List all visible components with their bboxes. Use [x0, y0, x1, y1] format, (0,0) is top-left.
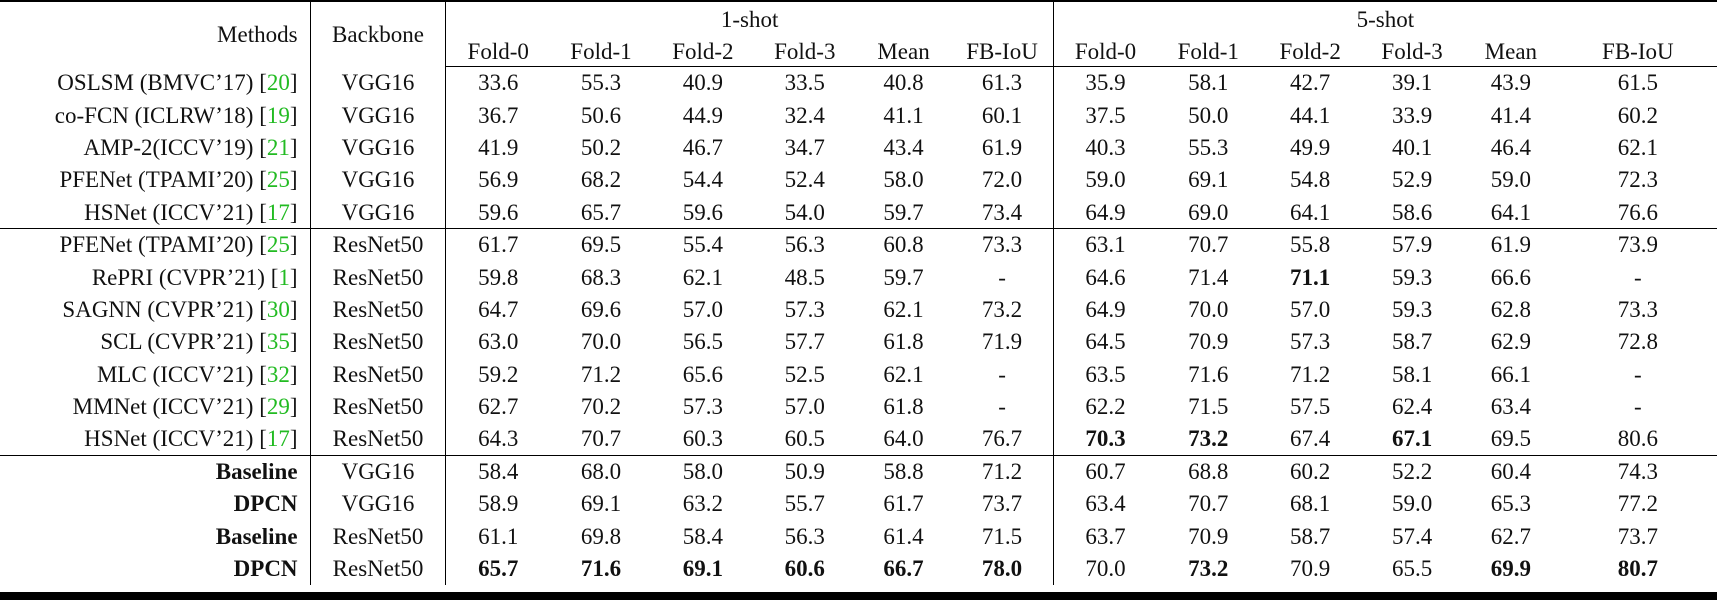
value-cell: 61.8 [883, 394, 924, 420]
value-cell: 57.5 [1290, 394, 1331, 420]
citation-ref: 20 [266, 70, 290, 96]
subcol-header: Mean [856, 36, 952, 67]
value-cell: 65.5 [1391, 556, 1433, 582]
value-cell: 72.0 [981, 167, 1023, 193]
value-cell: 48.5 [784, 264, 825, 290]
value-cell: 62.1 [1617, 134, 1658, 160]
value-cell: 67.4 [1290, 426, 1331, 452]
value-cell: 60.1 [981, 102, 1023, 128]
value-cell: 40.3 [1053, 131, 1157, 163]
subcol-header: Fold-2 [652, 36, 754, 67]
method-name: MMNet (ICCV’21) [ [72, 394, 267, 420]
value-cell: 71.5 [981, 523, 1023, 549]
value-cell: 68.2 [580, 167, 622, 193]
value-cell: 70.7 [1188, 491, 1229, 517]
method-name: HSNet (ICCV’21) [ [84, 199, 267, 225]
backbone-cell: VGG16 [310, 99, 446, 131]
value-cell: 59.6 [446, 196, 550, 228]
value-cell: 58.1 [1391, 361, 1433, 387]
value-cell: 58.7 [1290, 523, 1331, 549]
backbone-cell: ResNet50 [310, 326, 446, 358]
value-cell: 62.7 [1490, 523, 1531, 549]
value-cell: 63.4 [1490, 394, 1531, 420]
backbone-header-label: Backbone [332, 21, 424, 47]
value-cell: 50.2 [580, 134, 622, 160]
table-row [0, 520, 1717, 552]
backbone-cell: ResNet50 [310, 228, 446, 260]
value-cell: 70.9 [1188, 523, 1229, 549]
table-row [0, 293, 1717, 325]
value-cell: 62.1 [883, 296, 924, 322]
method-cell: PFENet (TPAMI’20) [25] [59, 167, 298, 193]
subcol-header: Fold-2 [1259, 36, 1361, 67]
citation-ref: 25 [266, 232, 290, 258]
value-cell: 59.0 [1490, 167, 1531, 193]
value-cell: 41.9 [446, 131, 550, 163]
value-cell: 37.5 [1053, 99, 1157, 131]
value-cell: 70.0 [1188, 296, 1229, 322]
group-header-5shot: 5-shot [1053, 1, 1717, 36]
value-cell: 71.5 [1188, 394, 1229, 420]
subcol-header: Fold-1 [1157, 36, 1259, 67]
value-cell: 66.7 [883, 556, 924, 582]
value-cell: 73.4 [981, 199, 1023, 225]
value-cell: 64.7 [446, 293, 550, 325]
backbone-cell: ResNet50 [310, 358, 446, 390]
value-cell: 33.6 [446, 67, 550, 99]
value-cell: 69.5 [550, 228, 652, 260]
value-cell: 69.8 [580, 523, 622, 549]
backbone-cell: VGG16 [310, 455, 446, 487]
value-cell: 70.2 [580, 394, 622, 420]
value-cell: 64.1 [1490, 199, 1531, 225]
backbone-cell: VGG16 [310, 196, 446, 228]
value-cell: 72.8 [1617, 329, 1658, 355]
value-cell: 72.3 [1617, 167, 1658, 193]
value-cell: 59.0 [1391, 491, 1433, 517]
value-cell: 68.8 [1157, 455, 1259, 487]
value-cell: 58.4 [446, 455, 550, 487]
method-name: PFENet (TPAMI’20) [ [59, 232, 267, 258]
value-cell: 60.8 [856, 228, 952, 260]
value-cell: 42.7 [1290, 70, 1331, 96]
value-cell: - [1633, 394, 1642, 420]
value-cell: 64.6 [1053, 261, 1157, 293]
method-cell [0, 455, 310, 487]
value-cell: 54.0 [784, 199, 825, 225]
value-cell: 57.7 [784, 329, 825, 355]
value-cell: 70.3 [1053, 423, 1157, 455]
bottom-rule [0, 592, 1717, 600]
value-cell: 66.1 [1490, 361, 1531, 387]
value-cell: 61.5 [1617, 70, 1658, 96]
value-cell: 60.2 [1617, 102, 1658, 128]
value-cell: 58.0 [652, 455, 754, 487]
table-row [0, 423, 1717, 455]
value-cell: 73.7 [1617, 523, 1658, 549]
value-cell: 52.9 [1391, 167, 1433, 193]
value-cell: 61.3 [981, 70, 1023, 96]
method-cell: SAGNN (CVPR’21) [30] [62, 296, 298, 322]
value-cell: 61.9 [1463, 228, 1559, 260]
value-cell: 52.4 [784, 167, 825, 193]
value-cell: 67.1 [1391, 426, 1433, 452]
value-cell: - [1633, 264, 1642, 290]
value-cell: 62.8 [1490, 296, 1531, 322]
method-cell: SCL (CVPR’21) [35] [100, 329, 298, 355]
value-cell: 56.9 [446, 164, 550, 196]
table-row [0, 228, 1717, 260]
value-cell: 69.0 [1188, 199, 1229, 225]
table-row [0, 164, 1717, 196]
value-cell: 58.6 [1391, 199, 1433, 225]
value-cell: 69.6 [580, 296, 622, 322]
value-cell: 74.3 [1559, 455, 1717, 487]
value-cell: 61.8 [883, 329, 924, 355]
value-cell: 59.6 [682, 199, 723, 225]
value-cell: - [998, 394, 1006, 420]
value-cell: 54.4 [682, 167, 723, 193]
value-cell: 64.9 [1053, 196, 1157, 228]
value-cell: 41.4 [1490, 102, 1531, 128]
value-cell: 63.1 [1053, 228, 1157, 260]
subcol-header: Fold-0 [1053, 36, 1157, 67]
value-cell: 71.4 [1188, 264, 1229, 290]
method-name: SAGNN (CVPR’21) [ [62, 296, 267, 322]
value-cell: 65.7 [580, 199, 622, 225]
method-cell: HSNet (ICCV’21) [17] [84, 199, 298, 225]
value-cell: 33.9 [1391, 102, 1433, 128]
method-name: Baseline [215, 459, 298, 485]
table-row [0, 455, 1717, 487]
value-cell: 57.3 [784, 296, 825, 322]
value-cell: 73.2 [1188, 556, 1229, 582]
value-cell: 73.9 [1559, 228, 1717, 260]
backbone-cell: VGG16 [310, 488, 446, 520]
method-name: OSLSM (BMVC’17) [ [57, 70, 267, 96]
value-cell: 80.7 [1617, 556, 1658, 582]
citation-ref: 32 [266, 361, 290, 387]
value-cell: 61.4 [883, 523, 924, 549]
method-name: DPCN [233, 556, 298, 582]
value-cell: 50.9 [754, 455, 856, 487]
value-cell: - [998, 264, 1006, 290]
value-cell: 71.2 [580, 361, 622, 387]
value-cell: 58.1 [1188, 70, 1229, 96]
value-cell: 43.4 [883, 134, 924, 160]
value-cell: 61.9 [981, 134, 1023, 160]
value-cell: 61.7 [446, 228, 550, 260]
method-name: SCL (CVPR’21) [ [100, 329, 267, 355]
value-cell: 59.2 [446, 358, 550, 390]
value-cell: 44.1 [1290, 102, 1331, 128]
method-name: AMP-2(ICCV’19) [ [83, 134, 267, 160]
backbone-cell: VGG16 [310, 131, 446, 163]
subcol-header: Fold-3 [1361, 36, 1463, 67]
value-cell: 55.3 [580, 70, 622, 96]
value-cell: 55.3 [1188, 134, 1229, 160]
citation-ref: 30 [266, 296, 290, 322]
value-cell: 35.9 [1053, 67, 1157, 99]
value-cell: 54.8 [1290, 167, 1331, 193]
value-cell: 71.1 [1290, 264, 1331, 290]
value-cell: 62.2 [1053, 390, 1157, 422]
value-cell: 70.0 [580, 329, 622, 355]
value-cell: 59.0 [1053, 164, 1157, 196]
citation-ref: 19 [266, 102, 290, 128]
value-cell: 34.7 [784, 134, 825, 160]
value-cell: 55.8 [1259, 228, 1361, 260]
value-cell: 36.7 [446, 99, 550, 131]
value-cell: 40.8 [883, 70, 924, 96]
value-cell: 70.9 [1188, 329, 1229, 355]
backbone-cell: VGG16 [310, 164, 446, 196]
value-cell: 69.9 [1490, 556, 1531, 582]
value-cell: 52.2 [1361, 455, 1463, 487]
value-cell: 69.1 [1188, 167, 1229, 193]
method-cell: HSNet (ICCV’21) [17] [84, 426, 298, 452]
citation-ref: 25 [266, 167, 290, 193]
value-cell: 63.2 [682, 491, 723, 517]
citation-ref: 29 [266, 394, 290, 420]
table-row [0, 261, 1717, 293]
method-cell: MLC (ICCV’21) [32] [96, 361, 298, 387]
value-cell: 63.0 [446, 326, 550, 358]
value-cell: 73.7 [981, 491, 1023, 517]
value-cell: 57.9 [1361, 228, 1463, 260]
subcol-header: Fold-1 [550, 36, 652, 67]
table-row [0, 358, 1717, 390]
backbone-cell: ResNet50 [310, 261, 446, 293]
value-cell: 46.4 [1490, 134, 1531, 160]
value-cell: 39.1 [1391, 70, 1433, 96]
backbone-header [310, 1, 446, 67]
value-cell: 61.7 [883, 491, 924, 517]
method-name: Baseline [215, 523, 298, 549]
value-cell: 57.0 [1290, 296, 1331, 322]
value-cell: 43.9 [1490, 70, 1531, 96]
backbone-cell: ResNet50 [310, 423, 446, 455]
method-cell: MMNet (ICCV’21) [29] [72, 394, 298, 420]
value-cell: 65.7 [446, 552, 550, 584]
table-row [0, 67, 1717, 99]
value-cell: 64.1 [1290, 199, 1331, 225]
subcol-header: Mean [1463, 36, 1559, 67]
methods-header [0, 1, 310, 67]
value-cell: 70.9 [1290, 556, 1331, 582]
value-cell: 55.7 [784, 491, 825, 517]
citation-ref: 21 [266, 134, 290, 160]
value-cell: 62.9 [1490, 329, 1531, 355]
value-cell: 57.3 [1290, 329, 1331, 355]
backbone-cell: ResNet50 [310, 293, 446, 325]
value-cell: 46.7 [682, 134, 723, 160]
value-cell: 40.9 [682, 70, 723, 96]
method-cell [0, 520, 310, 552]
table-row [0, 390, 1717, 422]
method-cell: OSLSM (BMVC’17) [20] [57, 70, 298, 96]
method-name: PFENet (TPAMI’20) [ [59, 167, 267, 193]
results-body [0, 67, 1717, 585]
table-row [0, 552, 1717, 584]
subcol-header: Fold-3 [754, 36, 856, 67]
value-cell: 64.0 [883, 426, 924, 452]
group-header-1shot: 1-shot [446, 1, 1053, 36]
value-cell: 59.3 [1391, 264, 1433, 290]
value-cell: 56.5 [682, 329, 723, 355]
method-cell: RePRI (CVPR’21) [1] [91, 264, 298, 290]
backbone-cell: VGG16 [310, 67, 446, 99]
value-cell: 60.4 [1463, 455, 1559, 487]
value-cell: 58.0 [883, 167, 924, 193]
value-cell: 50.0 [1188, 102, 1229, 128]
value-cell: 69.5 [1490, 426, 1531, 452]
header-row-1 [0, 1, 1717, 36]
backbone-cell: ResNet50 [310, 390, 446, 422]
value-cell: 65.6 [682, 361, 723, 387]
method-cell: PFENet (TPAMI’20) [25] [0, 228, 310, 260]
value-cell: 58.9 [446, 488, 550, 520]
value-cell: 59.7 [883, 264, 924, 290]
citation-ref: 1 [278, 264, 290, 290]
value-cell: 70.7 [580, 426, 622, 452]
value-cell: 44.9 [682, 102, 723, 128]
value-cell: 58.8 [856, 455, 952, 487]
value-cell: 77.2 [1617, 491, 1658, 517]
table-row [0, 326, 1717, 358]
method-cell [0, 552, 310, 584]
method-cell: co-FCN (ICLRW’18) [19] [54, 102, 298, 128]
value-cell: 76.6 [1617, 199, 1658, 225]
citation-ref: 17 [266, 426, 290, 452]
value-cell: 68.1 [1290, 491, 1331, 517]
value-cell: 71.9 [981, 329, 1023, 355]
value-cell: - [1633, 361, 1642, 387]
citation-ref: 35 [266, 329, 290, 355]
value-cell: 57.0 [682, 296, 723, 322]
value-cell: - [998, 361, 1006, 387]
value-cell: 73.3 [1617, 296, 1658, 322]
value-cell: 59.7 [883, 199, 924, 225]
value-cell: 40.1 [1391, 134, 1433, 160]
citation-ref: 17 [266, 199, 290, 225]
value-cell: 71.2 [951, 455, 1053, 487]
method-name: MLC (ICCV’21) [ [96, 361, 267, 387]
subcol-header: Fold-0 [446, 36, 550, 67]
value-cell: 68.0 [550, 455, 652, 487]
value-cell: 60.6 [784, 556, 825, 582]
value-cell: 55.4 [652, 228, 754, 260]
value-cell: 69.1 [580, 491, 622, 517]
value-cell: 69.1 [682, 556, 723, 582]
value-cell: 57.3 [682, 394, 723, 420]
value-cell: 71.2 [1290, 361, 1331, 387]
value-cell: 60.3 [682, 426, 723, 452]
value-cell: 59.3 [1391, 296, 1433, 322]
value-cell: 68.3 [580, 264, 622, 290]
value-cell: 62.1 [682, 264, 723, 290]
value-cell: 78.0 [981, 556, 1023, 582]
value-cell: 63.5 [1053, 358, 1157, 390]
value-cell: 50.6 [580, 102, 622, 128]
value-cell: 66.6 [1490, 264, 1531, 290]
table-row [0, 196, 1717, 228]
value-cell: 62.1 [883, 361, 924, 387]
value-cell: 58.7 [1391, 329, 1433, 355]
backbone-cell: ResNet50 [310, 520, 446, 552]
value-cell: 73.2 [981, 296, 1023, 322]
value-cell: 52.5 [784, 361, 825, 387]
value-cell: 80.6 [1617, 426, 1658, 452]
value-cell: 71.6 [580, 556, 622, 582]
value-cell: 70.7 [1157, 228, 1259, 260]
value-cell: 64.3 [446, 423, 550, 455]
method-cell: AMP-2(ICCV’19) [21] [83, 134, 298, 160]
method-cell [0, 488, 310, 520]
value-cell: 49.9 [1290, 134, 1331, 160]
value-cell: 33.5 [784, 70, 825, 96]
value-cell: 65.3 [1490, 491, 1531, 517]
method-name: RePRI (CVPR’21) [ [91, 264, 279, 290]
value-cell: 73.3 [951, 228, 1053, 260]
value-cell: 73.2 [1188, 426, 1229, 452]
method-name: HSNet (ICCV’21) [ [84, 426, 267, 452]
value-cell: 62.7 [446, 390, 550, 422]
method-name: DPCN [233, 491, 298, 517]
methods-header-label: Methods [217, 21, 298, 47]
value-cell: 60.5 [784, 426, 825, 452]
value-cell: 61.1 [446, 520, 550, 552]
value-cell: 56.3 [784, 523, 825, 549]
value-cell: 57.4 [1391, 523, 1433, 549]
subcol-header: FB-IoU [1559, 36, 1717, 67]
value-cell: 64.5 [1053, 326, 1157, 358]
value-cell: 59.8 [446, 261, 550, 293]
value-cell: 32.4 [784, 102, 825, 128]
value-cell: 60.2 [1259, 455, 1361, 487]
value-cell: 62.4 [1391, 394, 1433, 420]
subcol-header: FB-IoU [951, 36, 1053, 67]
value-cell: 63.7 [1053, 520, 1157, 552]
table-row [0, 99, 1717, 131]
value-cell: 71.6 [1188, 361, 1229, 387]
table-row [0, 488, 1717, 520]
value-cell: 41.1 [883, 102, 924, 128]
value-cell: 60.7 [1053, 455, 1157, 487]
value-cell: 57.0 [784, 394, 825, 420]
value-cell: 63.4 [1053, 488, 1157, 520]
backbone-cell: ResNet50 [310, 552, 446, 584]
value-cell: 58.4 [682, 523, 723, 549]
table-row [0, 131, 1717, 163]
value-cell: 76.7 [981, 426, 1023, 452]
method-name: co-FCN (ICLRW’18) [ [54, 102, 267, 128]
value-cell: 70.0 [1053, 552, 1157, 584]
value-cell: 56.3 [754, 228, 856, 260]
value-cell: 64.9 [1053, 293, 1157, 325]
